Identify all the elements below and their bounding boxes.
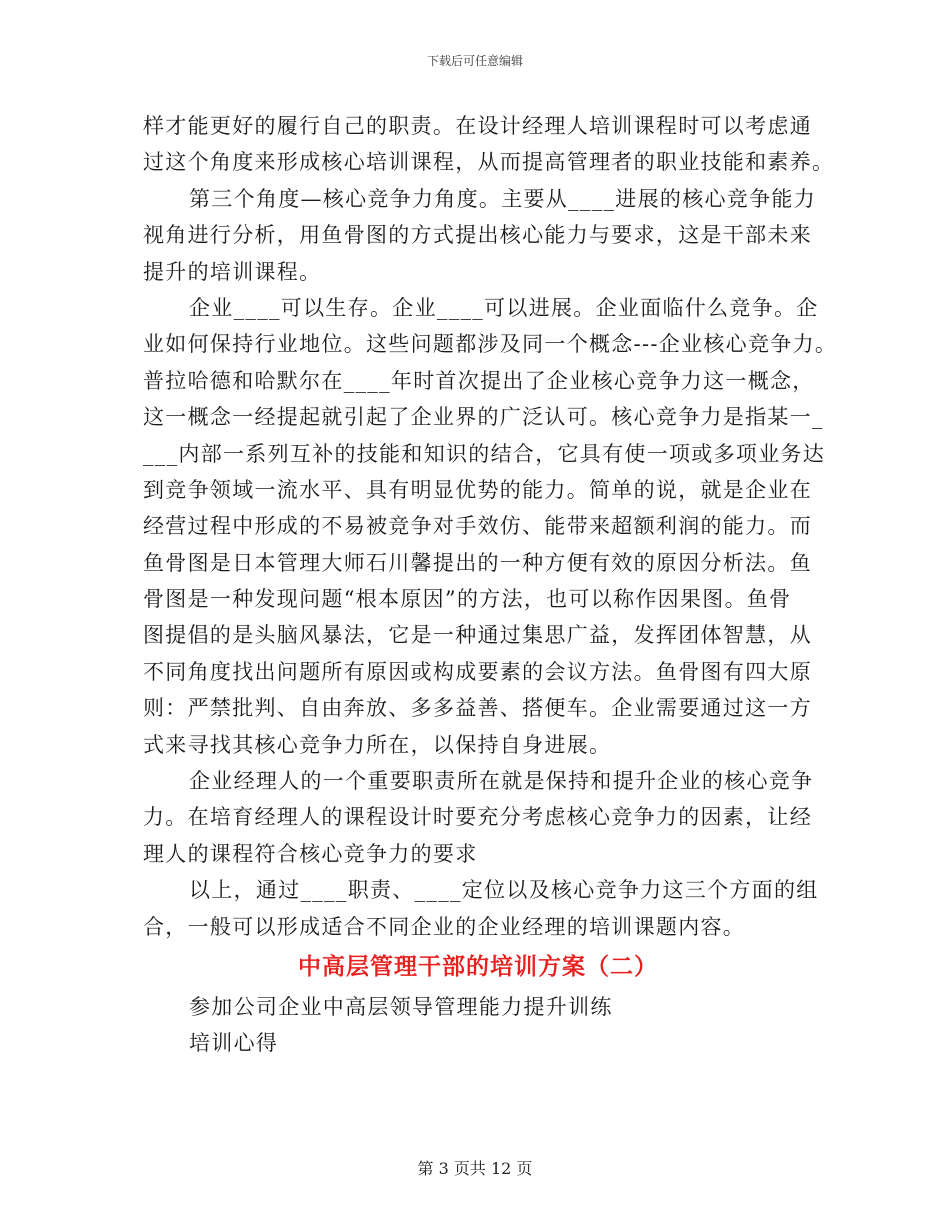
section-title: 中高层管理干部的培训方案（二）: [298, 952, 658, 980]
text-line: 骨图是一种发现问题“根本原因”的方法，也可以称作因果图。鱼骨: [143, 587, 792, 612]
text-line: 普拉哈德和哈默尔在____年时首次提出了企业核心竞争力这一概念，: [143, 368, 815, 393]
document-body: [143, 108, 838, 1062]
paragraph-start-line: 培训心得: [189, 1031, 279, 1056]
text-line: 力。在培育经理人的课程设计时要充分考虑核心竞争力的因素，让经: [143, 805, 812, 830]
page-footer: 第 3 页共 12 页: [417, 1159, 533, 1178]
text-line: 不同角度找出问题所有原因或构成要素的会议方法。鱼骨图有四大原: [143, 659, 812, 684]
paragraph-start-line: 企业经理人的一个重要职责所在就是保持和提升企业的核心竞争: [189, 769, 814, 794]
text-line: 到竞争领域一流水平、具有明显优势的能力。简单的说，就是企业在: [143, 477, 812, 502]
text-line: 视角进行分析，用鱼骨图的方式提出核心能力与要求，这是干部未来: [143, 223, 812, 248]
paragraph-start-line: 第三个角度—核心竞争力角度。主要从____进展的核心竞争能力: [189, 186, 816, 211]
text-line: ___内部一系列互补的技能和知识的结合，它具有使一项或多项业务达: [143, 441, 826, 466]
text-line: 提升的培训课程。: [143, 259, 322, 284]
text-line: 图提倡的是头脑风暴法，它是一种通过集思广益，发挥团体智慧，从: [143, 623, 812, 648]
text-line: 这一概念一经提起就引起了企业界的广泛认可。核心竞争力是指某一_: [143, 405, 824, 430]
paragraph-start-line: 参加公司企业中高层领导管理能力提升训练: [189, 994, 613, 1019]
text-line: 过这个角度来形成核心培训课程，从而提高管理者的职业技能和素养。: [143, 150, 835, 175]
paragraph-start-line: 以上，通过____职责、____定位以及核心竞争力这三个方面的组: [189, 878, 819, 903]
text-line: 鱼骨图是日本管理大师石川馨提出的一种方便有效的原因分析法。鱼: [143, 550, 812, 575]
paragraph-start-line: 企业____可以生存。企业____可以进展。企业面临什么竞争。企: [189, 295, 819, 320]
text-line: 理人的课程符合核心竞争力的要求: [143, 841, 478, 866]
text-line: 经营过程中形成的不易被竞争对手效仿、能带来超额利润的能力。而: [143, 514, 812, 539]
text-line: 样才能更好的履行自己的职责。在设计经理人培训课程时可以考虑通: [143, 114, 812, 138]
page-header: 下载后可任意编辑: [426, 54, 523, 68]
text-line: 合，一般可以形成适合不同企业的企业经理的培训课题内容。: [143, 914, 746, 939]
text-line: 式来寻找其核心竞争力所在，以保持自身进展。: [143, 732, 612, 757]
text-line: 则：严禁批判、自由奔放、多多益善、搭便车。企业需要通过这一方: [143, 696, 812, 721]
text-line: 业如何保持行业地位。这些问题都涉及同一个概念---企业核心竞争力。: [143, 332, 838, 357]
